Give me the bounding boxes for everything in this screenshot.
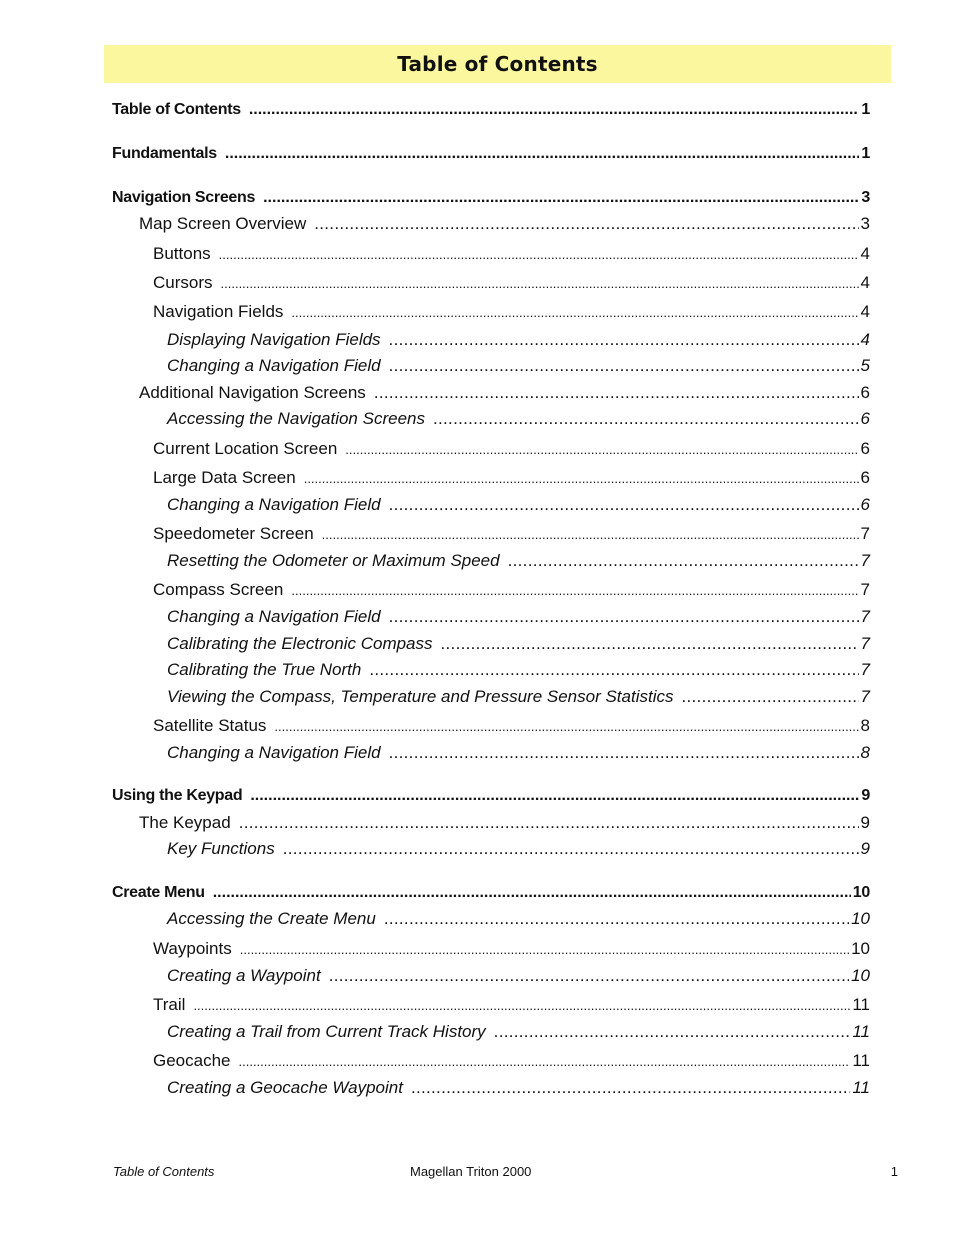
dot-leader (384, 909, 849, 929)
dot-leader (240, 939, 849, 960)
toc-entry-page-number: 10 (851, 909, 870, 928)
dot-leader (239, 1051, 851, 1072)
dot-leader (225, 144, 860, 164)
toc-entry[interactable] (167, 909, 870, 929)
toc-entry-page-number: 3 (861, 189, 870, 206)
toc-entry[interactable] (167, 743, 870, 763)
toc-entry-page-number: 6 (860, 439, 870, 458)
toc-entry-page-number: 9 (860, 839, 870, 858)
toc-entry-title: Large Data Screen (153, 468, 296, 487)
toc-entry[interactable] (153, 468, 870, 489)
toc-entry-title: Using the Keypad (112, 787, 243, 804)
toc-entry[interactable] (112, 883, 870, 903)
toc-entry-title: The Keypad (139, 813, 231, 832)
dot-leader (304, 468, 859, 489)
toc-entry-page-number: 6 (860, 409, 870, 428)
toc-entry-title: Cursors (153, 273, 213, 292)
toc-entry-title: Navigation Screens (112, 189, 256, 206)
footer-section-title: Table of Contents (113, 1164, 215, 1179)
toc-entry[interactable] (167, 607, 870, 627)
footer-page-number: 1 (890, 1164, 898, 1179)
footer-product-name: Magellan Triton 2000 (410, 1164, 532, 1179)
dot-leader (345, 439, 858, 460)
dot-leader (322, 524, 859, 545)
dot-leader (389, 743, 859, 763)
dot-leader (441, 634, 859, 654)
dot-leader (291, 580, 858, 601)
toc-entry-title: Additional Navigation Screens (139, 383, 366, 402)
dot-leader (389, 330, 859, 350)
toc-entry-title: Geocache (153, 1051, 231, 1070)
toc-entry-title: Navigation Fields (153, 302, 284, 321)
toc-entry[interactable] (167, 1022, 870, 1042)
dot-leader (433, 409, 859, 429)
toc-entry[interactable] (112, 144, 870, 164)
toc-entry-title: Fundamentals (112, 145, 217, 162)
page-title: Table of Contents (397, 52, 598, 76)
dot-leader (249, 100, 860, 120)
toc-entry[interactable] (112, 100, 870, 120)
toc-entry[interactable] (167, 634, 870, 654)
toc-entry-title: Buttons (153, 244, 211, 263)
toc-entry[interactable] (167, 966, 870, 986)
toc-entry-page-number: 11 (852, 995, 870, 1014)
toc-entry-title: Key Functions (167, 839, 275, 858)
dot-leader (314, 214, 858, 234)
toc-entry-title: Map Screen Overview (139, 214, 307, 233)
toc-entry-page-number: 3 (860, 214, 870, 233)
dot-leader (193, 995, 850, 1016)
toc-entry[interactable] (167, 551, 870, 571)
toc-entry-page-number: 8 (860, 716, 870, 735)
toc-entry-title: Calibrating the Electronic Compass (167, 634, 433, 653)
toc-entry[interactable] (112, 786, 870, 806)
toc-entry-title: Displaying Navigation Fields (167, 330, 381, 349)
toc-entry[interactable] (153, 1051, 870, 1072)
toc-entry-page-number: 11 (852, 1022, 870, 1041)
toc-entry-page-number: 4 (860, 302, 870, 321)
toc-entry-title: Accessing the Create Menu (167, 909, 376, 928)
dot-leader (239, 813, 859, 833)
toc-entry[interactable] (153, 716, 870, 737)
toc-entry-page-number: 10 (852, 884, 870, 901)
toc-entry-page-number: 10 (851, 966, 870, 985)
dot-leader (389, 356, 859, 376)
toc-entry-page-number: 6 (860, 468, 870, 487)
toc-entry-page-number: 1 (861, 101, 870, 118)
dot-leader (374, 383, 859, 403)
toc-entry[interactable] (153, 995, 870, 1016)
dot-leader (681, 687, 858, 707)
dot-leader (213, 883, 851, 903)
dot-leader (494, 1022, 851, 1042)
toc-entry-title: Creating a Trail from Current Track History (167, 1022, 486, 1041)
toc-entry-title: Table of Contents (112, 101, 241, 118)
toc-entry[interactable] (153, 939, 870, 960)
toc-entry-page-number: 4 (860, 273, 870, 292)
dot-leader (219, 244, 859, 265)
toc-entry-page-number: 9 (860, 813, 870, 832)
dot-leader (283, 839, 859, 859)
toc-entry-page-number: 7 (860, 660, 870, 679)
toc-entry[interactable] (153, 302, 870, 323)
dot-leader (411, 1078, 850, 1098)
toc-entry[interactable] (167, 495, 870, 515)
toc-entry[interactable] (167, 409, 870, 429)
toc-entry[interactable] (167, 356, 870, 376)
toc-entry-page-number: 10 (851, 939, 870, 958)
toc-entry-title: Satellite Status (153, 716, 267, 735)
toc-entry-title: Changing a Navigation Field (167, 607, 381, 626)
toc-entry-title: Changing a Navigation Field (167, 743, 381, 762)
dot-leader (389, 495, 859, 515)
toc-entry-title: Trail (153, 995, 186, 1014)
toc-entry[interactable] (139, 214, 870, 234)
toc-entry-title: Accessing the Navigation Screens (167, 409, 425, 428)
toc-entry-page-number: 5 (860, 356, 870, 375)
dot-leader (263, 188, 859, 208)
toc-header-banner (104, 45, 891, 83)
toc-entry-page-number: 7 (860, 607, 870, 626)
toc-entry-page-number: 9 (861, 787, 870, 804)
toc-entry-page-number: 11 (852, 1078, 870, 1097)
toc-entry[interactable] (153, 439, 870, 460)
toc-entry[interactable] (139, 813, 870, 833)
toc-entry-title: Viewing the Compass, Temperature and Pressure Sensor Statistics (167, 687, 674, 706)
toc-entry-page-number: 6 (860, 383, 870, 402)
toc-entry-page-number: 4 (860, 244, 870, 263)
toc-entry-page-number: 6 (860, 495, 870, 514)
toc-entry[interactable] (167, 1078, 870, 1098)
toc-entry-page-number: 4 (860, 330, 870, 349)
dot-leader (508, 551, 859, 571)
toc-entry-page-number: 8 (860, 743, 870, 762)
dot-leader (291, 302, 858, 323)
toc-entry-title: Resetting the Odometer or Maximum Speed (167, 551, 500, 570)
toc-entry-page-number: 11 (852, 1051, 870, 1070)
toc-entry[interactable] (153, 273, 870, 294)
toc-entry[interactable] (153, 524, 870, 545)
toc-entry-page-number: 1 (861, 145, 870, 162)
dot-leader (329, 966, 849, 986)
toc-entry[interactable] (167, 839, 870, 859)
toc-entry[interactable] (112, 188, 870, 208)
toc-entry[interactable] (167, 660, 870, 680)
toc-entry-page-number: 7 (860, 524, 870, 543)
dot-leader (369, 660, 858, 680)
dot-leader (221, 273, 859, 294)
toc-entry-title: Compass Screen (153, 580, 284, 599)
toc-entry[interactable] (153, 580, 870, 601)
dot-leader (250, 786, 859, 806)
toc-entry-page-number: 7 (860, 580, 870, 599)
toc-entry[interactable] (139, 383, 870, 403)
toc-entry-page-number: 7 (860, 634, 870, 653)
toc-entry-page-number: 7 (860, 687, 870, 706)
toc-entry[interactable] (167, 687, 870, 707)
toc-entry-page-number: 7 (860, 551, 870, 570)
toc-entry-title: Calibrating the True North (167, 660, 362, 679)
toc-entry-title: Creating a Geocache Waypoint (167, 1078, 403, 1097)
dot-leader (389, 607, 859, 627)
toc-entry-title: Speedometer Screen (153, 524, 314, 543)
toc-entry-title: Changing a Navigation Field (167, 356, 381, 375)
toc-entry-title: Waypoints (153, 939, 232, 958)
toc-entry-title: Current Location Screen (153, 439, 338, 458)
toc-entry-title: Create Menu (112, 884, 205, 901)
toc-entry[interactable] (167, 330, 870, 350)
toc-entry-title: Creating a Waypoint (167, 966, 321, 985)
toc-entry-title: Changing a Navigation Field (167, 495, 381, 514)
toc-entry[interactable] (153, 244, 870, 265)
dot-leader (274, 716, 858, 737)
